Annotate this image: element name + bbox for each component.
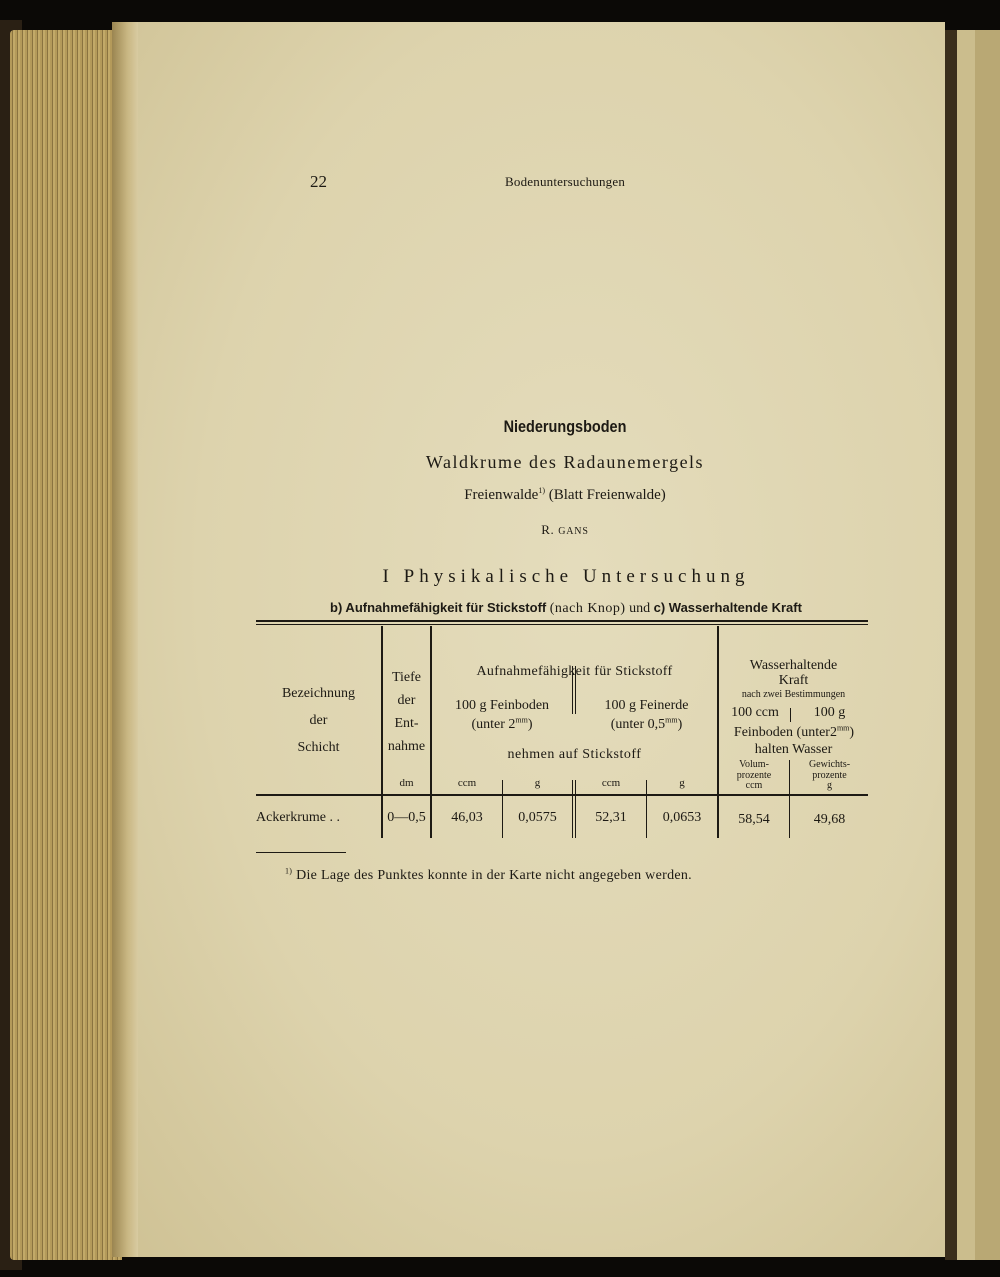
header-feinerde-line-1: 100 g Feinerde [604, 698, 689, 713]
header-wasser-feinboden [714, 724, 874, 742]
header-wasser-group [719, 658, 868, 688]
feinboden-unit: mm [515, 715, 528, 725]
subtitle: Waldkrume des Radaunemergels [425, 452, 705, 472]
location-footnote-marker: 1) [538, 486, 545, 495]
gewichtsprozente-unit: g [827, 780, 832, 791]
header-feinboden-line-2 [432, 715, 572, 734]
footnote-marker: 1) [285, 866, 293, 876]
header-tiefe-line-1: Tiefe [391, 670, 422, 685]
header-volumprozente [719, 760, 789, 792]
volumprozente-line-2: prozente [736, 769, 772, 781]
wasser-feinboden-text: Feinboden (unter2 [733, 725, 837, 740]
header-feinboden-line-1: 100 g Feinboden [454, 698, 550, 713]
caption-b-label: b) Aufnahmefähigkeit für Stickstoff [330, 600, 547, 615]
header-wasser-100ccm: 100 ccm [731, 705, 779, 720]
row-feinboden-g: 0,0575 [518, 810, 557, 825]
caption-b-note: (nach Knop) [549, 601, 626, 616]
wasser-feinboden-close: ) [849, 725, 855, 740]
part-heading: I Physikalische Untersuchung [382, 566, 750, 587]
col-divider-6 [789, 760, 790, 838]
volumprozente-unit: ccm [745, 780, 763, 791]
feinerde-close: ) [677, 717, 683, 732]
table-top-rule-thin [256, 624, 868, 625]
header-wasser-note: nach zwei Bestimmungen [741, 689, 846, 700]
header-nehmen: nehmen auf Stickstoff [507, 747, 642, 762]
header-wasser-halten: halten Wasser [754, 742, 833, 757]
feinboden-close: ) [527, 717, 533, 732]
header-bezeichnung [256, 680, 381, 761]
gewichtsprozente-line-2: prozente [812, 769, 847, 781]
header-stickstoff-group: Aufnahmefähigkeit für Stickstoff [476, 664, 673, 679]
row-volumprozente: 58,54 [738, 812, 770, 827]
col-divider-double-c [572, 780, 573, 838]
location-line [130, 487, 1000, 504]
feinerde-unit: mm [665, 715, 678, 725]
author-initial: R. [541, 522, 555, 537]
header-tiefe-line-3: Ent- [394, 716, 419, 731]
volumprozente-line-1: Volum- [739, 759, 769, 770]
feinerde-unter: (unter 0,5 [610, 717, 666, 732]
book-page [130, 22, 945, 1257]
header-bezeichnung-line-2: der [309, 713, 328, 728]
header-wasser-100g: 100 g [813, 705, 846, 720]
table-top-rule [256, 620, 868, 622]
book-page-edges [10, 30, 122, 1260]
gewichtsprozente-line-1: Gewichts- [808, 759, 851, 770]
header-feinerde-line-2 [576, 715, 717, 734]
header-tiefe-line-2: der [397, 693, 416, 708]
header-wasser-line-1: Wasserhaltende [749, 658, 838, 673]
wasser-feinboden-unit: mm [836, 723, 850, 733]
unit-g-1: g [534, 777, 541, 789]
table-caption [130, 600, 1000, 617]
location-rest: (Blatt Freienwalde) [548, 487, 666, 503]
header-feinerde [576, 696, 717, 734]
footnote [285, 868, 692, 884]
row-gewichtsprozente: 49,68 [813, 812, 846, 827]
unit-dm: dm [399, 777, 414, 789]
row-feinerde-ccm: 52,31 [595, 810, 627, 825]
header-bottom-rule [256, 794, 868, 796]
caption-c-label: c) Wasserhaltende Kraft [653, 600, 802, 615]
author-surname: GANS [558, 526, 589, 537]
page-gutter [112, 22, 138, 1257]
running-head: Bodenuntersuchungen [505, 174, 626, 189]
section-title: Niederungsboden [503, 417, 627, 436]
footnote-text: Die Lage des Punktes konnte in der Karte nicht angegeben werden. [296, 868, 692, 883]
row-tiefe: 0—0,5 [387, 810, 426, 825]
header-bezeichnung-line-3: Schicht [297, 740, 340, 755]
location-name: Freienwalde [464, 487, 539, 503]
header-tiefe-line-4: nahme [387, 739, 426, 754]
page-number: 22 [310, 172, 327, 191]
header-wasser-line-2: Kraft [778, 673, 809, 688]
unit-ccm-2: ccm [601, 777, 621, 789]
data-table [256, 620, 868, 838]
row-name: Ackerkrume . . [256, 810, 340, 825]
caption-connector: und [629, 601, 651, 616]
footnote-rule [256, 852, 346, 853]
feinboden-unter: (unter 2 [471, 717, 516, 732]
unit-ccm-1: ccm [457, 777, 477, 789]
header-gewichtsprozente [791, 760, 868, 792]
row-feinerde-g: 0,0653 [662, 810, 702, 825]
header-bezeichnung-line-1: Bezeichnung [281, 686, 356, 701]
facing-page-edge [945, 30, 1000, 1260]
header-tiefe [383, 666, 430, 758]
header-feinboden [432, 696, 572, 734]
unit-g-2: g [679, 777, 685, 789]
author-line [130, 522, 1000, 538]
row-feinboden-ccm: 46,03 [451, 810, 483, 825]
